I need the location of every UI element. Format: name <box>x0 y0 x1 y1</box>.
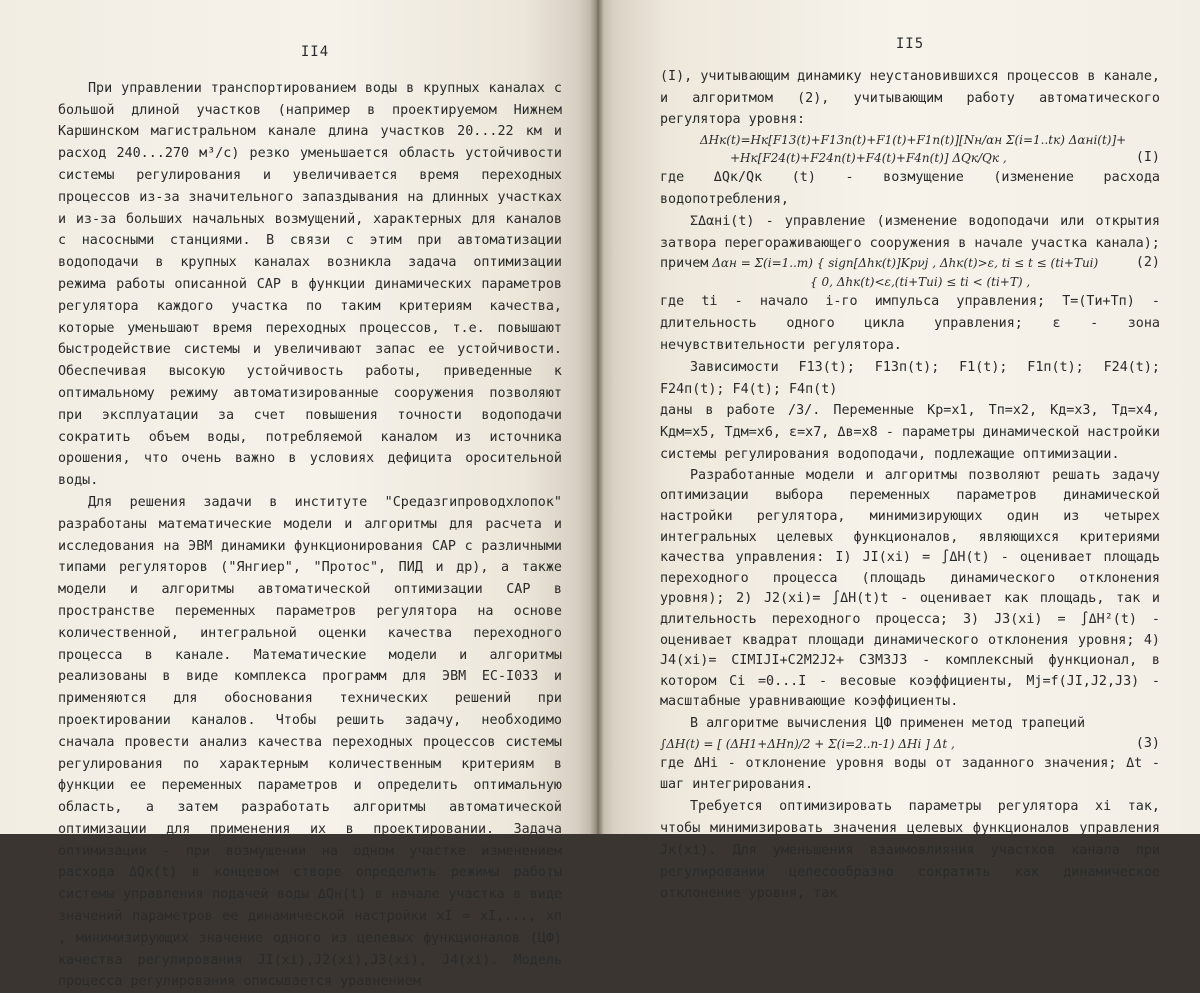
equation-3 <box>660 735 1160 753</box>
equation-2-cont <box>660 273 1160 291</box>
equation-line: ΔHк(t)=Hк[F13(t)+F13п(t)+F1(t)+F1п(t)][Nн/αн Σ(i=1..tк) Δαнi(t)]+ <box>700 133 1127 148</box>
paragraph: где ΔQк/Qк (t) - возмущение (изменение расхода водопотребления, <box>660 170 1160 207</box>
paragraph: Требуется оптимизировать параметры регулятора xi так, чтобы минимизировать значения целевых функционалов управления Jк(xi). Для уменьшения взаимовлияния участков канала при регулировании целесообразно сократить как динамическое отклонение уровня, так <box>660 799 1160 902</box>
paragraph: При управлении транспортированием воды в крупных каналах с большой длиной участков (например в проектируемом Нижнем Каршинском магистральном канале длина участков 20...22 км и расход 240...270 м³/с) резко уменьшается область устойчивости системы регулирования и увеличивается время переходных процессов из-за значительного запаздывания на длинных участках и из-за больших начальных возмущений, характерных для каналов с насосными станциями. В связи с этим при автоматизации водоподачи в крупных каналах возникла задача оптимизации режима работы описанной САР в функции динамических параметров регулятора каждого участка по таким критериям качества, которые уменьшают время переходных процессов, т.е. повышают быстродействие системы и увеличивают запас ее устойчивости. Обеспечивая высокую устойчивость работы, приведенные к оптимальному режиму автоматизированные сооружения позволяют при эксплуатации за счет повышения точности водоподачи сократить объем воды, потребляемой каналом из источника орошения, что очень важно в условиях дефицита оросительной воды. <box>58 80 562 489</box>
equation-line: Δαн = Σ(i=1..m) { sign[Δhк(t)]Kpνj , Δhк(t)>ε, ti ≤ t ≤ (ti+Tиi) <box>712 256 1099 271</box>
equation-prefix: причем <box>660 256 709 272</box>
paragraph: даны в работе /3/. Переменные Kр=x1, Tп=x2, Kд=x3, Tд=x4, Kдм=x5, Tдм=x6, ε=x7, Δв=x8 - параметры динамической настройки системы регулирования водоподачи, подлежащие оптимизации. <box>660 403 1160 462</box>
equation-1-cont <box>660 149 1160 167</box>
page-number: II5 <box>895 36 925 52</box>
equation-number: (3) <box>1135 735 1160 751</box>
paragraph: где ti - начало i-го импульса управления; T=(Tи+Tп) - длительность одного цикла управления; ε - зона нечувствительности регулятора. <box>660 294 1160 353</box>
paragraph: Разработанные модели и алгоритмы позволяют решать задачу оптимизации выбора переменных параметров динамической настройки регулятора, минимизирующих один из четырех интегральных целевых функционалов, являющихся критериями качества управления: I) JI(xi) = ∫ΔH(t) - оценивает площадь переходного процесса (площадь динамического отклонения уровня); 2) J2(xi)= ∫ΔH(t)t - оценивает как площадь, так и длительность переходного процесса; 3) J3(xi) = ∫ΔH²(t) - оценивает квадрат площади динамического отклонения уровня; 4) J4(xi)= CIMIJI+C2M2J2+ C3M3J3 - комплексный функционал, в котором Ci =0...I - весовые коэффициенты, Mj=f(JI,J2,J3) - масштабные уравнивающие коэффициенты. <box>660 467 1160 710</box>
paragraph: (I), учитывающим динамику неустановившихся процессов в канале, и алгоритмом (2), учитывающим работу автоматического регулятора уровня: <box>660 68 1160 128</box>
equation-line: { 0, Δhк(t)<ε,(ti+Tиi) ≤ ti < (ti+T) , <box>810 275 1031 290</box>
equation-line: ∫ΔH(t) = [ (ΔH1+ΔHn)/2 + Σ(i=2..n-1) ΔHi ] Δt , <box>660 736 955 751</box>
paragraph: В алгоритме вычисления ЦФ применен метод трапеций <box>690 715 1086 731</box>
right-page <box>596 0 1200 902</box>
equation-2 <box>660 254 1160 273</box>
equation-line: +Hк[F24(t)+F24п(t)+F4(t)+F4п(t)] ΔQк/Qк , <box>730 151 1007 166</box>
paragraph: где ΔHi - отклонение уровня воды от заданного значения; Δt - шаг интегрирования. <box>660 755 1160 793</box>
equation-1 <box>660 131 1160 149</box>
page-number: II4 <box>300 44 330 60</box>
paragraph: Зависимости F13(t); F13п(t); F1(t); F1п(t); F24(t); F24п(t); F4(t); F4п(t) <box>660 359 1160 397</box>
equation-number: (2) <box>1135 255 1160 271</box>
paragraph: Для решения задачи в институте "Средазгипроводхлопок" разработаны математические модели и алгоритмы для расчета и исследования на ЭВМ динамики функционирования САР с различными типами регуляторов ("Янгиер", "Протос", ПИД и др), а также модели и алгоритмы автоматической оптимизации САР в пространстве переменных параметров регулятора на основе количественной, интегральной оценки качества переходного процесса в канале. Математические модели и алгоритмы реализованы в виде комплекса программ для ЭВМ ЕС-I033 и применяются для обоснования технических решений при проектировании каналов. Чтобы решить задачу, необходимо сначала провести анализ качества переходных процессов системы регулирования по характерным количественным критериям в функции ее переменных параметров и определить оптимальную область, а затем разработать алгоритмы автоматической оптимизации для применения их в проектировании. Задача оптимизации - при возмущении на одном участке изменением расхода ΔQк(t) в концевом створе определить режимы работы системы управления подачей воды ΔQн(t) в начале участка в виде значений параметров ее динамической настройки xI = xI,..., xп , минимизирующих значение одного из целевых функционалов (ЦФ) качества регулирования JI(xi),J2(xi),J3(xi), J4(xi). Модель процесса регулирования описывается уравнением <box>58 494 562 990</box>
left-page <box>0 0 596 990</box>
equation-number: (I) <box>1135 150 1160 166</box>
paragraph: ΣΔαнi(t) - управление (изменение водоподачи или открытия затвора перегораживающего сооружения в начале участка канала); <box>660 213 1160 251</box>
